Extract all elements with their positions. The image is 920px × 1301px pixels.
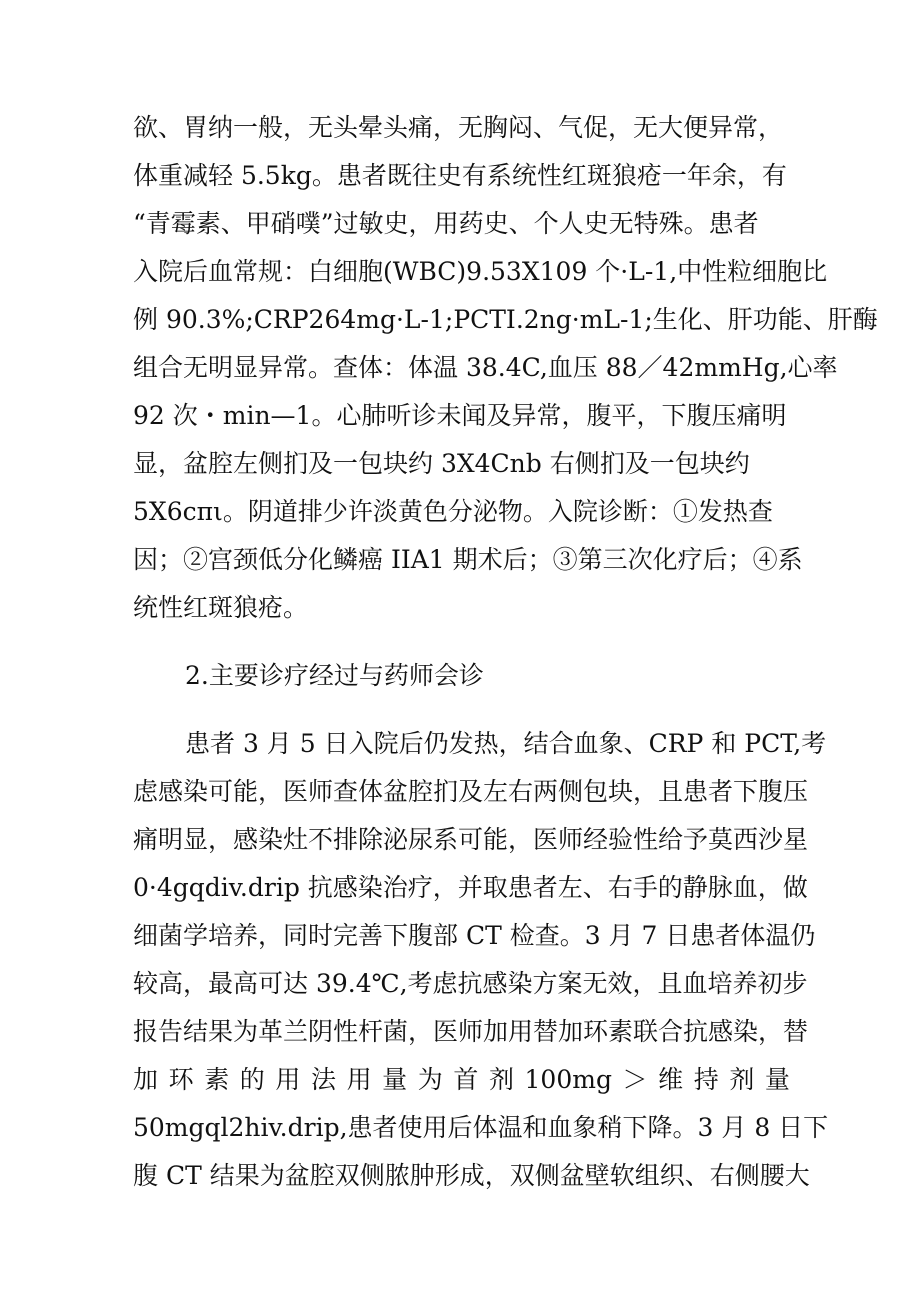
paragraph2-line-7: 报告结果为革兰阴性杆菌，医师加用替加环素联合抗感染，替 [133, 1017, 809, 1046]
paragraph2-line-6: 较高，最高可达 39.4℃,考虑抗感染方案无效，且血培养初步 [133, 969, 808, 998]
paragraph1-line-9: 5X6cπι。阴道排少许淡黄色分泌物。入院诊断：①发热查 [133, 497, 773, 526]
paragraph2-line-5: 细菌学培养，同时完善下腹部 CT 检查。3 月 7 日患者体温仍 [133, 921, 816, 950]
paragraph2-line-8: 加 环 素 的 用 法 用 量 为 首 剂 100mg ＞ 维 持 剂 量 [133, 1065, 790, 1094]
paragraph1-line-4: 入院后血常规：白细胞(WBC)9.53X109 个·L-1,中性粒细胞比 [133, 257, 828, 286]
paragraph1-line-6: 组合无明显异常。查体：体温 38.4C,血压 88／42mmHg,心率 [133, 353, 838, 382]
paragraph1-line-11: 统性红斑狼疮。 [133, 593, 309, 622]
paragraph1-line-8: 显，盆腔左侧扪及一包块约 3X4Cnb 右侧扪及一包块约 [133, 449, 750, 478]
paragraph1-line-1: 欲、胃纳一般，无头晕头痛，无胸闷、气促，无大便异常， [133, 113, 784, 142]
paragraph1-line-2: 体重减轻 5.5kg。患者既往史有系统性红斑狼疮一年余，有 [133, 161, 787, 190]
paragraph1-line-5: 例 90.3%;CRP264mg·L-1;PCTI.2ng·mL-1;生化、肝功能、肝酶 [133, 305, 878, 334]
paragraph2-line-1: 患者 3 月 5 日入院后仍发热，结合血象、CRP 和 PCT,考 [185, 729, 827, 758]
paragraph2-line-10: 腹 CT 结果为盆腔双侧脓肿形成，双侧盆壁软组织、右侧腰大 [133, 1161, 810, 1190]
paragraph2-line-4: 0·4gqdiv.drip 抗感染治疗，并取患者左、右手的静脉血，做 [133, 873, 808, 902]
section-heading: 2.主要诊疗经过与药师会诊 [185, 661, 484, 690]
paragraph1-line-3: “青霉素、甲硝噗”过敏史，用药史、个人史无特殊。患者 [133, 209, 759, 238]
paragraph1-line-7: 92 次・min—1。心肺听诊未闻及异常，腹平，下腹压痛明 [133, 401, 787, 430]
paragraph2-line-2: 虑感染可能，医师查体盆腔扪及左右两侧包块，且患者下腹压 [133, 777, 809, 806]
paragraph2-line-3: 痛明显，感染灶不排除泌尿系可能，医师经验性给予莫西沙星 [133, 825, 809, 854]
paragraph2-line-9: 50mgql2hiv.drip,患者使用后体温和血象稍下降。3 月 8 日下 [133, 1113, 829, 1142]
paragraph1-line-10: 因；②宫颈低分化鳞癌 IIA1 期术后；③第三次化疗后；④系 [133, 545, 803, 574]
